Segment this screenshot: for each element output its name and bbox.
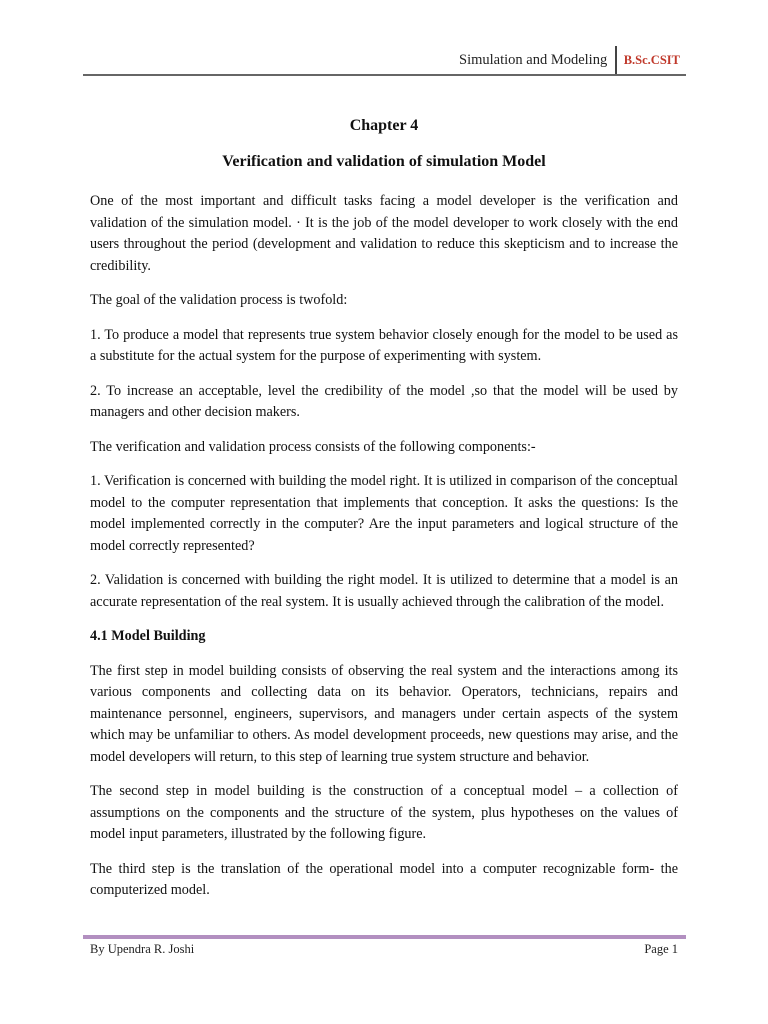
page-header [459,46,680,74]
paragraph-step-3: The third step is the translation of the operational model into a computer recognizable form- the computerized model. [90,860,678,898]
paragraph-verification: 1. Verification is concerned with building the model right. It is utilized in comparison of the conceptual model to the computer representation that implements that conception. It asks the questions: Is the model implemented correctly in the computer? Are the input parameters and logical structure of the model correctly represented? [90,473,678,554]
document-body [90,191,678,915]
header-program-badge: B.Sc.CSIT [623,53,680,67]
paragraph-goal-1: 1. To produce a model that represents true system behavior closely enough for the model to be used as a substitute for the actual system for the purpose of experimenting with system. [90,326,678,364]
paragraph-step-2: The second step in model building is the construction of a conceptual model – a collection of assumptions on the components and the structure of the system, plus hypotheses on the values of model input parameters, illustrated by the following figure. [90,783,678,842]
footer-rule [83,935,686,939]
footer-author: By Upendra R. Joshi [90,942,195,956]
header-rule [83,74,686,76]
header-course-title: Simulation and Modeling [459,52,608,68]
page-title: Verification and validation of simulation Model [222,153,546,170]
paragraph-validation: 2. Validation is concerned with building the right model. It is utilized to determine that a model is an accurate representation of the real system. It is usually achieved through the calibration of the model. [90,572,678,610]
chapter-label: Chapter 4 [349,117,419,134]
page-footer [90,942,678,957]
paragraph-components: The verification and validation process consists of the following components:- [90,438,536,455]
paragraph-step-1: The first step in model building consists of observing the real system and the interactions among its various components and collecting data on its behavior. Operators, technicians, repairs and maintenance personnel, engineers, supervisors, and managers under certain aspects of the system which may be unfamiliar to others. As model development proceeds, new questions may arise, and the model developers will return, to this step of learning true system structure and behavior. [90,662,678,765]
footer-page-number: Page 1 [644,942,678,956]
paragraph-intro: One of the most important and difficult tasks facing a model developer is the verification and validation of the simulation model. · It is the job of the model developer to work closely with the end users throughout the period (development and validation to reduce this skepticism and to increase the credibility. [90,193,678,274]
paragraph-goal: The goal of the validation process is twofold: [90,292,348,308]
section-heading: 4.1 Model Building [90,628,206,644]
paragraph-goal-2: 2. To increase an acceptable, level the credibility of the model ,so that the model will be used by managers and other decision makers. [90,382,678,420]
